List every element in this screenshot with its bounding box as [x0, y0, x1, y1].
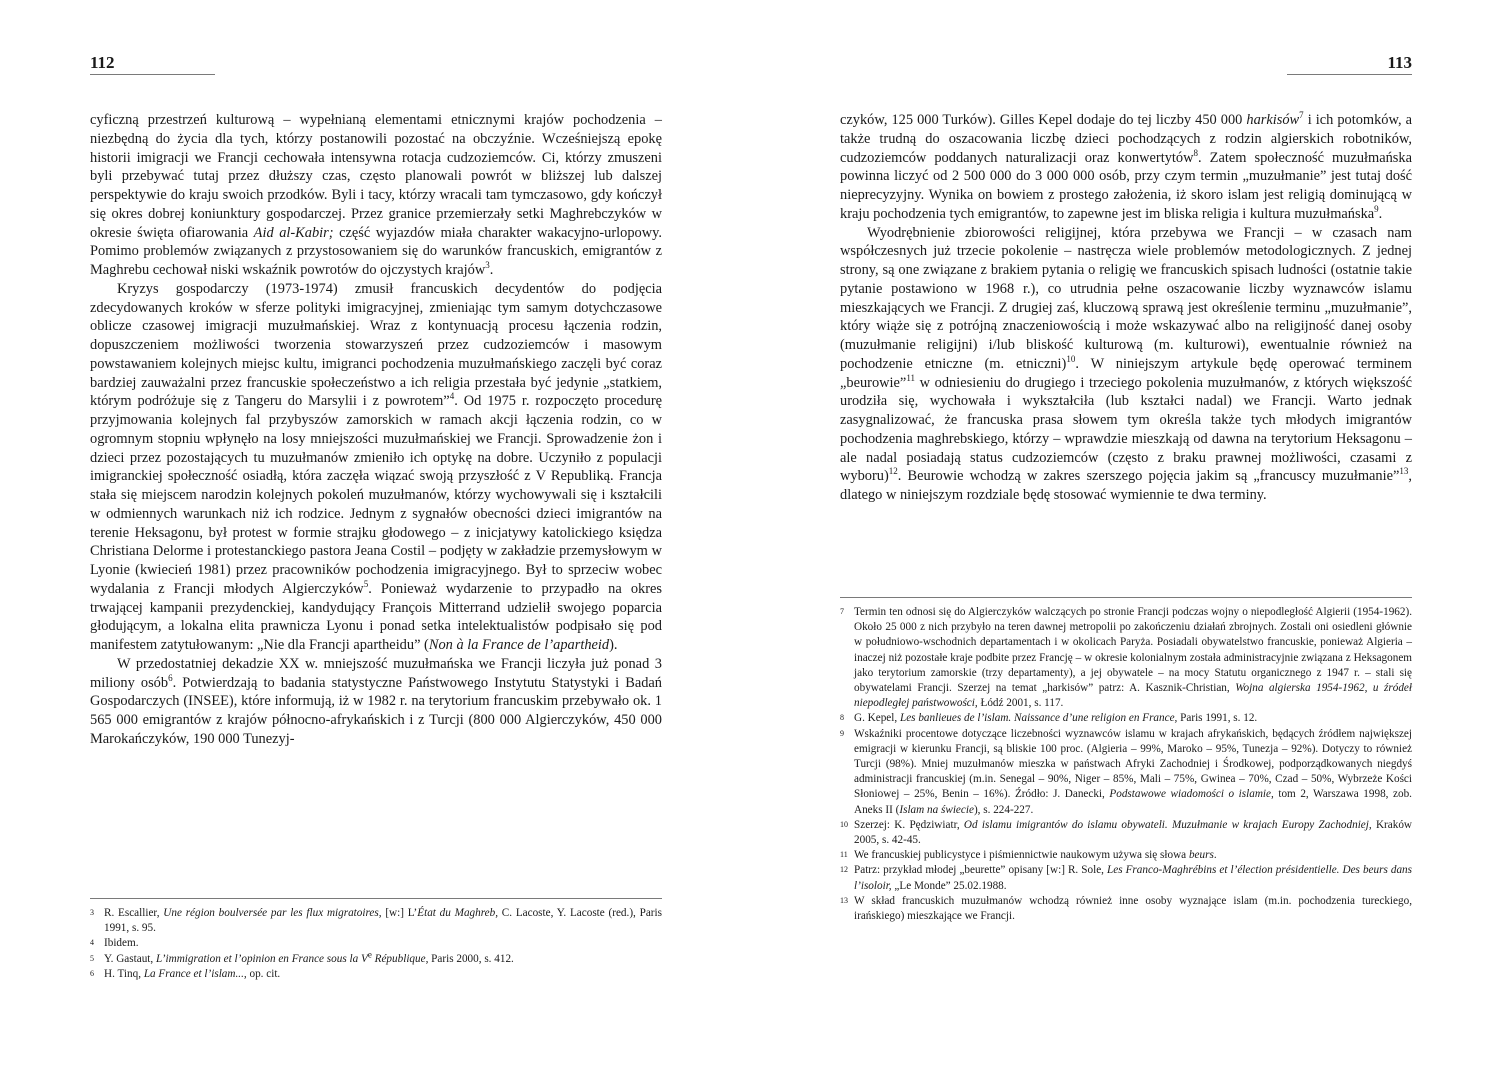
footnote-ref: 6 — [168, 672, 173, 683]
paragraph: Wyodrębnienie zbiorowości religijnej, która przebywa we Francji – w czasach nam współczesnych już trzecie pokolenie – nastręcza wiele problemów metodologicznych. Z jednej strony, są one związane z brakiem pytania o religię we francuskich spisach ludności (ostatnie takie pytanie postawiono w 1968 r.), co utrudnia pełne oszacowanie liczby wyznawców islamu mieszkających we Francji. Z drugiej zaś, kluczową sprawą jest określenie terminu „muzułmanie”, który wiąże się z potrójną znaczeniowością i może wskazywać albo na religijność danej osoby (muzułmanie religijni) i/lub bliskość kulturową (m. kulturowi), ewentualnie również na pochodzenie etniczne (m. etniczni)$^{10}$. W niniejszym artykule będę operować terminem „beurowie”$^{11}$ w odniesieniu do drugiego i trzeciego pokolenia muzułmanów, z których większość urodziła się, wychowała i wykształciła (lub kształci nadal) we Francji. Warto jednak zasygnalizować, że francuska prasa słowem tym określa także tych młodych imigrantów pochodzenia maghrebskiego, którzy – wprawdzie mieszkają od dawna na terytorium Heksagonu – ale nadal posiadają status cudzoziemców (często z braku prawnej możliwości, czasami z wyboru)$^{12}$. Beurowie wchodzą w zakres szerszego pojęcia jakim są „francuscy muzułmanie”$^{13}$, dlatego w niniejszym rozdziale będę stosować wymiennie te dwa terminy. — [840, 224, 1412, 503]
footnote: 3 R. Escallier, Une région boulversée par les flux migratoires, [w:] L’État du Maghreb, C. Lacoste, Y. Lacoste (red.), Paris 1991, s. 95. — [90, 907, 662, 935]
footnote-ref: 13 — [1399, 466, 1409, 477]
footnote: 8 G. Kepel, Les banlieues de l’islam. Naissance d’une religion en France, Paris 1991, s. 12. — [840, 712, 1258, 725]
footnote-ref: 12 — [888, 466, 898, 477]
paragraph: czyków, 125 000 Turków). Gilles Kepel dodaje do tej liczby 450 000 harkisów$^7$ i ich potomków, a także trudną do oszacowania liczbę dzieci pochodzących z rodzin algierskich robotników, cudzoziemców poddanych naturalizacji oraz konwertytów$^8$. Zatem społeczność muzułmańska powinna liczyć od 2 500 000 do 3 000 000 osób, przy czym termin „muzułmanie” jest tutaj dość nieprecyzyjny. Wynika on bowiem z prostego założenia, iż skoro islam jest religią dominującą w kraju pochodzenia tych emigrantów, to zapewne jest im bliska religia i kultura muzułmańska$^9$. — [840, 110, 1412, 222]
footnote: 9 Wskaźniki procentowe dotyczące liczebności wyznawców islamu w krajach afrykańskich, będących źródłem największej emigracji w kierunku Francji, są bliskie 100 proc. (Algieria – 99%, Maroko – 95%, Tunezja – 92%). Dotyczy to również Turcji (98%). Mniej muzułmanów mieszka w państwach Afryki Zachodniej i Środkowej, podporządkowanych niegdyś administracji francuskiej (m.in. Senegal – 90%, Niger – 85%, Mali – 75%, Gwinea – 70%, Czad – 50%, Wybrzeże Kości Słoniowej – 25%, Benin – 16%). Źródło: J. Danecki, Podstawowe wiadomości o islamie, tom 2, Warszawa 1998, zob. Aneks II (Islam na świecie), s. 224-227. — [840, 727, 1412, 816]
body-text — [90, 111, 662, 749]
footnotes — [840, 605, 1412, 924]
footnote: 13 W skład francuskich muzułmanów wchodzą również inne osoby wyznające islam (m.in. pochodzenia tureckiego, irańskiego) mieszkające we Francji. — [840, 894, 1412, 923]
footnote-rule — [90, 898, 662, 899]
footnote-ref: 4 — [449, 391, 455, 402]
page-number: 113 — [1387, 53, 1412, 72]
footnote: 6 H. Tinq, La France et l’islam..., op. cit. — [90, 967, 281, 980]
footnote: 12 Patrz: przykład młodej „beurette” opisany [w:] R. Sole, Les Franco-Maghrébins et l’élection présidentielle. Des beurs dans l’isoloir, „Le Monde” 25.02.1988. — [840, 864, 1412, 892]
paragraph: Kryzys gospodarczy (1973-1974) zmusił francuskich decydentów do podjęcia zdecydowanych kroków w sferze polityki imigracyjnej, zmieniając tym samym dotychczasowe oblicze czasowej imigracji muzułmańskiej. Wraz z kontynuacją procesu łączenia rodzin, dopuszczeniem możliwości tworzenia stowarzyszeń przez cudzoziemców i masowym powstawaniem kolejnych miejsc kultu, imigranci pochodzenia muzułmańskiego zaczęli być coraz bardziej zauważalni przez francuskie społeczeństwo a ich religia przestała być jedynie „statkiem, którym podróżuje się z Tangeru do Marsylii i z powrotem”$^4$. Od 1975 r. rozpoczęto procedurę przyjmowania kolejnych fal przybyszów zamorskich w ramach akcji łączenia rodzin, co w ogromnym stopniu wpłynęło na losy mniejszości muzułmańskiej we Francji. Sprowadzenie żon i dzieci przez pozostających tu muzułmanów zmieniło ich optykę na dobre. Uczyniło z populacji imigranckiej społeczność osiadłą, która zaczęła wiązać swoją przyszłość z V Republiką. Francja stała się miejscem narodzin kolejnych pokoleń muzułmanów, którzy wychowywali się i kształcili w odmiennych warunkach niż ich rodzice. Jednym z sygnałów obecności dzieci imigrantów na terenie Heksagonu, był protest w formie strajku głodowego – z inicjatywy katolickiego księdza Christiana Delorme i protestanckiego pastora Jeana Costil – podjęty w zakładzie przemysłowym w Lyonie (kwiecień 1981) przez pracowników pochodzenia imigracyjnego. Był to sprzeciw wobec wydalania z Francji młodych Algierczyków$^5$. Ponieważ wydarzenie to przypadło na okres trwającej kampanii prezydenckiej, kandydujący François Mitterrand udzielił swojego poparcia głodującym, a lokalna elita prawnicza Lyonu i ponad setka intelektualistów podpisało się pod manifestem zatytułowanym: „Nie dla Francji apartheidu” (Non à la France de l’apartheid). — [90, 280, 663, 653]
paragraph: cyficzną przestrzeń kulturową – wypełnianą elementami etnicznymi krajów pochodzenia – niezbędną do życia dla tych, którzy postanowili pozostać na obczyźnie. Wcześniejszą epokę historii imigracji we Francji cechowała intensywna rotacja cudzoziemców. Ci, którzy zmuszeni byli przebywać tutaj przez dłuższy czas, często planowali powrót w bliższej lub dalszej perspektywie do kraju swoich przodków. Byli i tacy, którzy wracali tam tymczasowo, gdy kończył się okres dobrej koniunktury gospodarczej. Przez granice przemierzały setki Maghrebczyków w okresie święta ofiarowania Aid al-Kabir; część wyjazdów miała charakter wakacyjno-urlopowy. Pomimo problemów związanych z przystosowaniem się do warunków francuskich, emigrantów z Maghrebu cechował niski wskaźnik powrotów do ojczystych krajów$^3$. — [90, 112, 662, 278]
paragraph: W przedostatniej dekadzie XX w. mniejszość muzułmańska we Francji liczyła już ponad 3 miliony osób$^6$. Potwierdzają to badania statystyczne Państwowego Instytutu Statystyki i Badań Gospodarczych (INSEE), które informują, iż w 1982 r. na terytorium francuskim przebywało ok. 1 565 000 emigrantów z krajów północno-afrykańskich i z Turcji (800 000 Algierczyków, 450 000 Marokańczyków, 190 000 Tunezyj- — [90, 655, 663, 747]
body-text — [840, 111, 1412, 505]
footnote-ref: 3 — [485, 260, 490, 271]
footnote-ref: 8 — [1193, 147, 1198, 158]
page-number: 112 — [90, 53, 115, 72]
footnotes — [90, 906, 662, 982]
footnote: 5 Y. Gastaut, L’immigration et l’opinion en France sous la Ve République, Paris 2000, s. 412. — [90, 948, 514, 965]
footnote-ref: 5 — [363, 578, 369, 589]
right-page — [840, 0, 1412, 1072]
footnote-ref: 9 — [1374, 203, 1379, 214]
footnote: 7 Termin ten odnosi się do Algierczyków walczących po stronie Francji podczas wojny o niepodległość Algierii (1954-1962). Około 25 000 z nich przybyło na teren dawnej metropolii po zakończeniu działań zbrojnych. Zostali oni osiedleni głównie w południowo-wschodnich departamentach i w okolicach Paryża. Posiadali obywatelstwo francuskie, ponieważ Algieria – inaczej niż pozostałe kraje podbite przez Francję – w okresie kolonialnym została administracyjnie związana z Heksagonem jako terytorium zamorskie (trzy departamenty), a jej obywatele – na mocy Statutu organicznego z 1947 r. – stali się obywatelami Francji. Szerzej na temat „harkisów” patrz: A. Kasznik-Christian, Wojna algierska 1954-1962, u źródeł niepodległej państwowości, Łódź 2001, s. 117. — [840, 606, 1413, 710]
footnote-rule — [840, 597, 1412, 598]
footnote: 4 Ibidem. — [90, 937, 139, 950]
left-page — [90, 0, 662, 1072]
footnote-ref: 11 — [906, 372, 915, 383]
footnote: 10 Szerzej: K. Pędziwiatr, Od islamu imigrantów do islamu obywateli. Muzułmanie w krajach Europy Zachodniej, Kraków 2005, s. 42-45. — [840, 818, 1412, 847]
header-rule — [1287, 74, 1412, 75]
footnote-ref: 10 — [1066, 353, 1076, 364]
footnote-ref: 7 — [1299, 110, 1304, 121]
footnote: 11 We francuskiej publicystyce i piśmiennictwie naukowym używa się słowa beurs. — [840, 849, 1217, 862]
header-rule — [90, 74, 215, 75]
